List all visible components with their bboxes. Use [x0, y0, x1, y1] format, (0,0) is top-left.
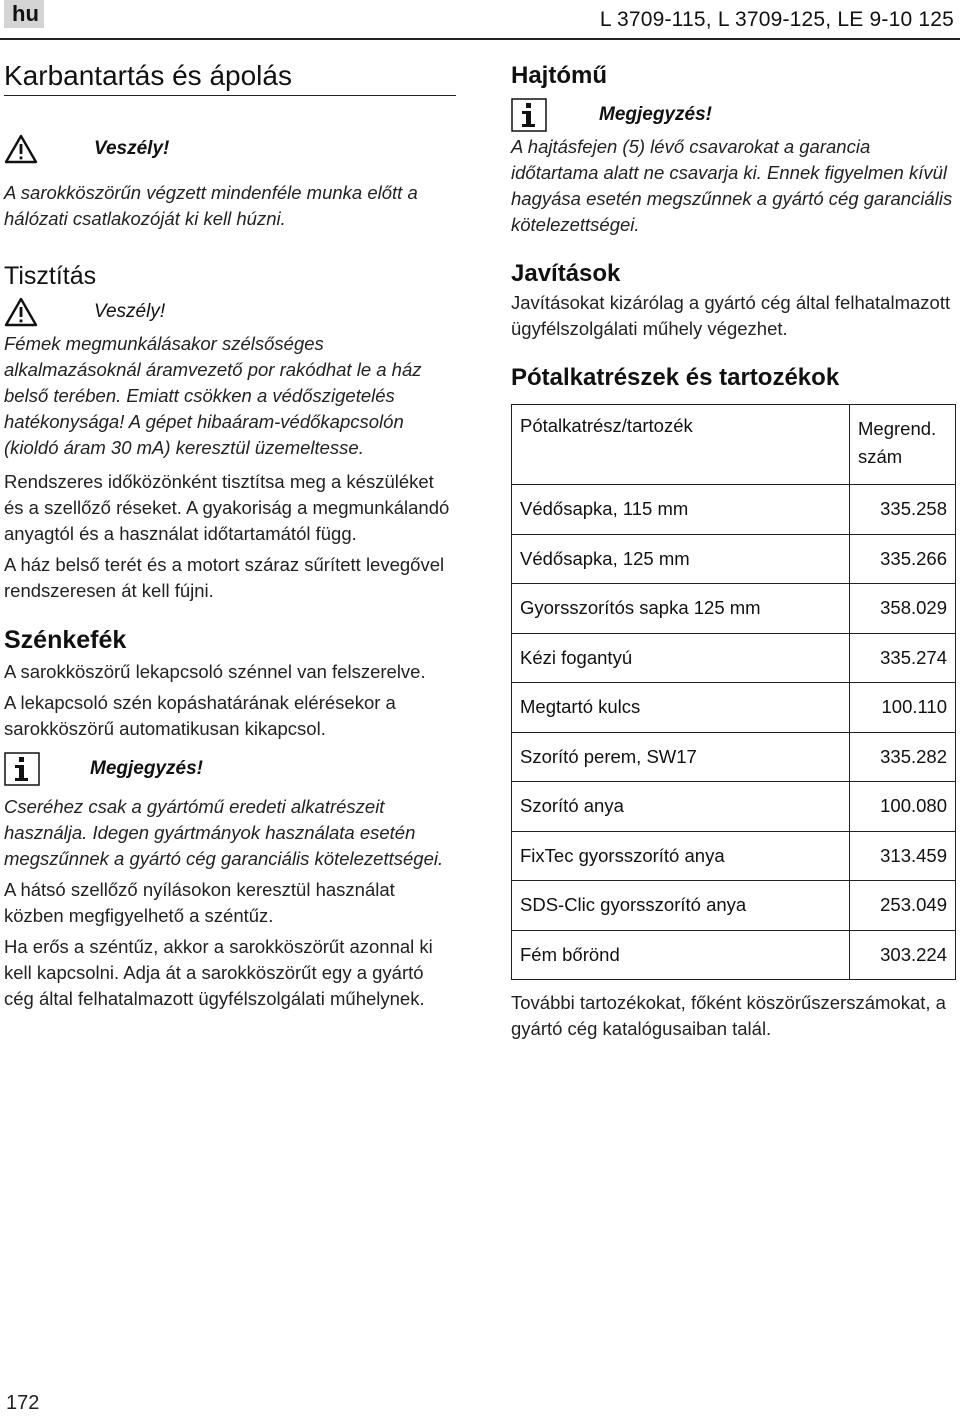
parts-footer-text: További tartozékokat, főként köszörűszerszámokat, a gyártó cég katalógusaiban talál.: [511, 992, 946, 1039]
info-i-icon: [511, 98, 547, 132]
brush-paragraph-1: A sarokköszörű lekapcsoló szénnel van felszerelve.: [4, 661, 426, 682]
page-title: Karbantartás és ápolás: [4, 58, 456, 96]
column-header-item: Pótalkatrész/tartozék: [512, 405, 850, 485]
cleaning-danger-text: Fémek megmunkálásakor szélsőséges alkalmazásoknál áramvezető por rakódhat le a ház belső terében. Emiatt csökken a védőszigetelés hatékonysága! A gépet hibaáram-védőkapcsolón (kioldó áram 30 mA) keresztül üzemeltesse.: [4, 333, 422, 458]
part-order-number: 313.459: [850, 831, 956, 881]
note-label: Megjegyzés!: [90, 758, 203, 779]
right-column: [511, 58, 956, 1042]
brush-paragraph-3: A hátsó szellőző nyílásokon keresztül használat közben megfigyelhető a széntűz.: [4, 879, 395, 926]
part-name: Megtartó kulcs: [512, 683, 850, 733]
part-order-number: 358.029: [850, 584, 956, 634]
model-numbers: L 3709-115, L 3709-125, LE 9-10 125: [599, 8, 954, 31]
part-order-number: 335.274: [850, 633, 956, 683]
parts-heading: Pótalkatrészek és tartozékok: [511, 364, 840, 391]
cleaning-paragraph-1: Rendszeres időközönként tisztítsa meg a készüléket és a szellőző réseket. A gyakoriság a megmunkálandó anyagtól és a használat időtartamától függ.: [4, 471, 450, 544]
part-name: Kézi fogantyú: [512, 633, 850, 683]
table-row: [512, 485, 956, 535]
warning-triangle-icon: [4, 297, 38, 327]
part-order-number: 100.110: [850, 683, 956, 733]
part-name: SDS-Clic gyorsszorító anya: [512, 881, 850, 931]
cleaning-heading: Tisztítás: [4, 262, 97, 290]
language-code: hu: [12, 1, 39, 26]
table-row: [512, 881, 956, 931]
table-row: [512, 732, 956, 782]
table-row: [512, 584, 956, 634]
repairs-text: Javításokat kizárólag a gyártó cég által felhatalmazott ügyfélszolgálati műhely végezhet.: [511, 292, 951, 339]
part-name: Gyorsszorítós sapka 125 mm: [512, 584, 850, 634]
column-header-order-number-line1: Megrend.: [858, 418, 937, 439]
column-header-order-number-line2: szám: [858, 446, 903, 467]
part-order-number: 303.224: [850, 930, 956, 980]
gear-heading: Hajtómű: [511, 62, 607, 89]
danger-notice: [4, 130, 456, 168]
brush-heading: Szénkefék: [4, 626, 127, 654]
part-name: Szorító perem, SW17: [512, 732, 850, 782]
table-row: [512, 782, 956, 832]
cleaning-danger-notice: [4, 293, 456, 331]
part-order-number: 335.258: [850, 485, 956, 535]
repairs-heading: Javítások: [511, 260, 621, 287]
brush-paragraph-4: Ha erős a széntűz, akkor a sarokköszörűt azonnal ki kell kapcsolni. Adja át a sarokköszörűt egy a gyártó cég által felhatalmazott ügyfélszolgálati műhelynek.: [4, 936, 433, 1009]
table-row: [512, 633, 956, 683]
warning-triangle-icon: [4, 134, 38, 164]
header-rule: [0, 38, 960, 40]
info-i-icon: [4, 752, 40, 786]
gear-note-text: A hajtásfejen (5) lévő csavarokat a garancia időtartama alatt ne csavarja ki. Ennek figyelmen kívül hagyása esetén megszűnnek a gyártó cég garanciális kötelezettségei.: [511, 136, 953, 235]
left-column: [4, 58, 456, 1012]
part-name: Fém bőrönd: [512, 930, 850, 980]
page-number: 172: [6, 1392, 40, 1414]
danger-label: Veszély!: [94, 301, 166, 322]
table-row: [512, 534, 956, 584]
table-row: [512, 831, 956, 881]
table-row: [512, 683, 956, 733]
parts-table-header: [512, 405, 956, 485]
part-order-number: 100.080: [850, 782, 956, 832]
note-notice: [4, 750, 456, 788]
brush-paragraph-2: A lekapcsoló szén kopáshatárának elérésekor a sarokköszörű automatikusan kikapcsol.: [4, 692, 396, 739]
part-order-number: 335.266: [850, 534, 956, 584]
gear-note-notice: [511, 96, 956, 134]
part-name: Védősapka, 115 mm: [512, 485, 850, 535]
part-order-number: 335.282: [850, 732, 956, 782]
danger-text: A sarokköszörűn végzett mindenféle munka előtt a hálózati csatlakozóját ki kell húzni.: [4, 182, 418, 229]
parts-table: [511, 404, 956, 980]
note-label: Megjegyzés!: [599, 104, 712, 125]
part-name: FixTec gyorsszorító anya: [512, 831, 850, 881]
column-header-order-number: [850, 405, 956, 485]
danger-label: Veszély!: [94, 138, 170, 159]
part-order-number: 253.049: [850, 881, 956, 931]
table-row: [512, 930, 956, 980]
note-text: Cseréhez csak a gyártómű eredeti alkatrészeit használja. Idegen gyártmányok használata esetén megszűnnek a gyártó cég garanciális kötelezettségei.: [4, 796, 444, 869]
cleaning-paragraph-2: A ház belső terét és a motort száraz sűrített levegővel rendszeresen át kell fújni.: [4, 554, 445, 601]
part-name: Védősapka, 125 mm: [512, 534, 850, 584]
language-tab: [4, 0, 44, 28]
part-name: Szorító anya: [512, 782, 850, 832]
